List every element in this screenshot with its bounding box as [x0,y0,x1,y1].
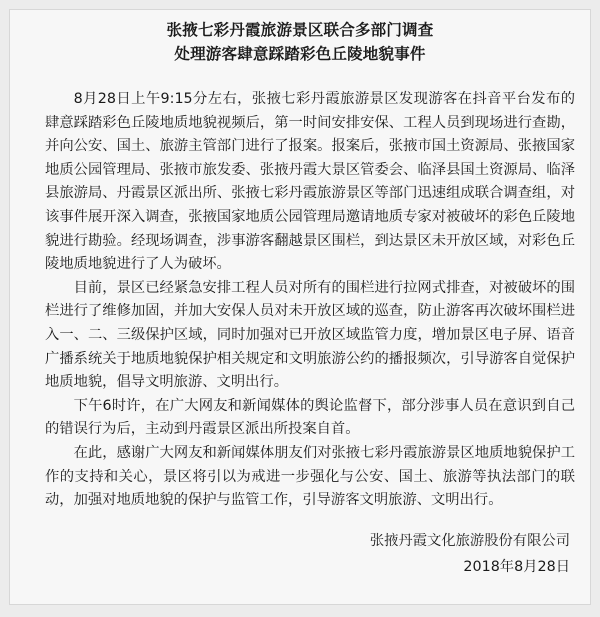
signature-date: 2018年8月28日 [463,559,570,575]
document-title-line-2: 处理游客肆意踩踏彩色丘陵地貌事件 [174,45,426,63]
signature-company: 张掖丹霞文化旅游股份有限公司 [369,533,570,549]
notice-document [9,9,591,605]
body-paragraph-3: 下午6时许，在广大网友和新闻媒体的舆论监督下，部分涉事人员在意识到自己的错误行为后，主动到丹霞景区派出所投案自首。 [45,397,575,438]
body-paragraph-1: 8月28日上午9:15分左右，张掖七彩丹霞旅游景区发现游客在抖音平台发布的肆意踩踏彩色丘陵地质地貌视频后，第一时间安排安保、工程人员到现场进行查勘，并向公安、国土、旅游主管部门进行了报案。报案后，张掖市国土资源局、张掖国家地质公园管理局、张掖市旅发委、张掖丹霞大景区管委会、临泽县国土资源局、临泽县旅游局、丹霞景区派出所、张掖七彩丹霞旅游景区等部门迅速组成联合调查组，对该事件展开深入调查，张掖国家地质公园管理局邀请地质专家对被破坏的彩色丘陵地貌进行勘验。经现场调查，涉事游客翻越景区围栏，到达景区未开放区域，对彩色丘陵地质地貌进行了人为破坏。 [45,91,575,273]
document-body [45,88,575,513]
body-paragraph-4: 在此，感谢广大网友和新闻媒体朋友们对张掖七彩丹霞旅游景区地质地貌保护工作的支持和关心，景区将引以为戒进一步强化与公安、国土、旅游等执法部门的联动，加强对地质地貌的保护与监管工作，引导游客文明旅游、文明出行。 [45,444,575,509]
document-title-line-1: 张掖七彩丹霞旅游景区联合多部门调查 [166,21,434,39]
body-paragraph-2: 目前，景区已经紧急安排工程人员对所有的围栏进行拉网式排查，对被破坏的围栏进行了维修加固，并加大安保人员对未开放区域的巡查，防止游客再次破坏围栏进入一、二、三级保护区域，同时加强对已开放区域监管力度，增加景区电子屏、语音广播系统关于地质地貌保护相关规定和文明旅游公约的播报频次，引导游客自觉保护地质地貌，倡导文明旅游、文明出行。 [45,279,575,391]
